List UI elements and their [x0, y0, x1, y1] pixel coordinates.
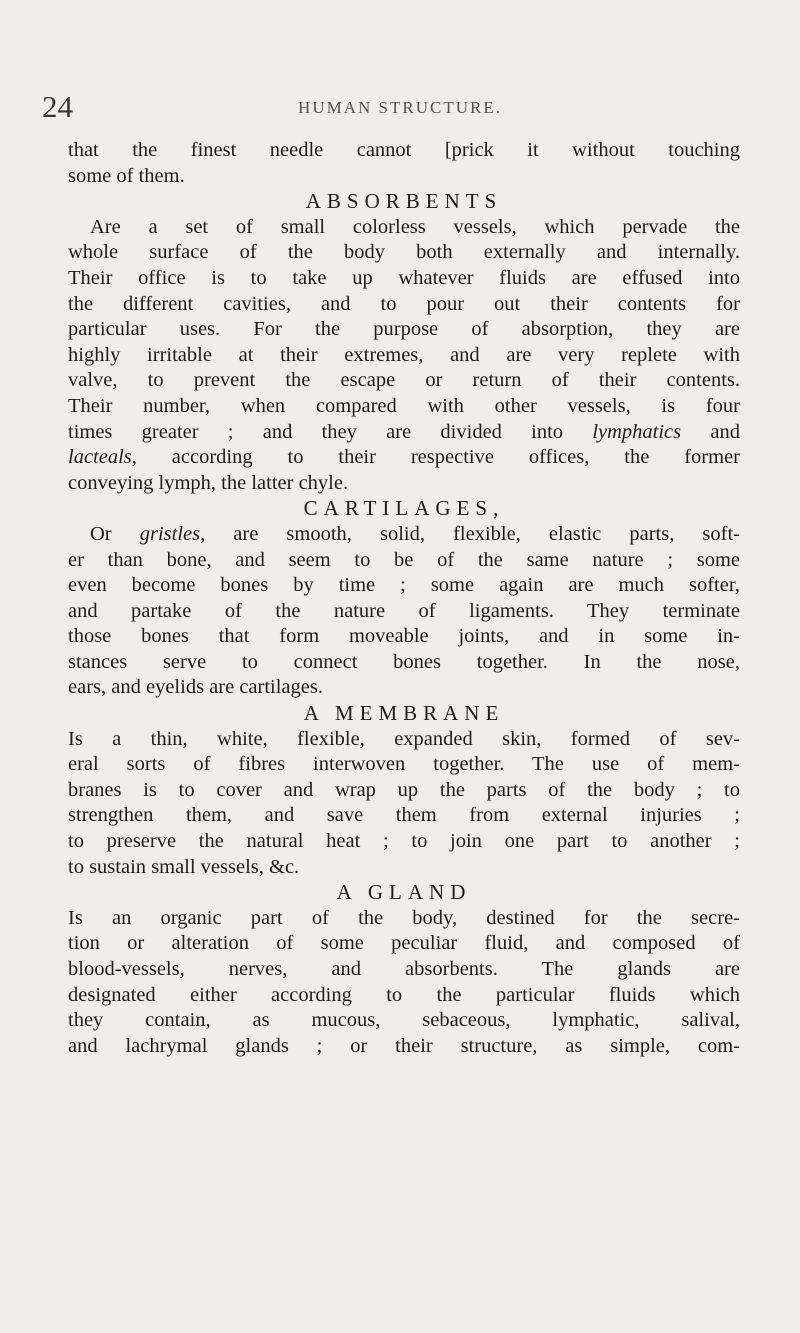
text-line: branes is to cover and wrap up the parts of the body ; to [68, 778, 740, 801]
body-text [68, 138, 740, 1059]
text-line: Are a set of small colorless vessels, which pervade the [90, 215, 740, 238]
text-line: to sustain small vessels, &c. [68, 855, 300, 878]
text-line: eral sorts of fibres interwoven together. The use of mem- [68, 753, 740, 776]
text-line: Or gristles, are smooth, solid, flexible, elastic parts, soft- [90, 522, 740, 545]
text-line: and partake of the nature of ligaments. They terminate [68, 599, 740, 622]
page-number: 24 [42, 89, 73, 124]
text-line: valve, to prevent the escape or return of their contents. [68, 369, 740, 392]
text-line: lacteals, according to their respective offices, the former [68, 446, 740, 469]
text-line: conveying lymph, the latter chyle. [68, 471, 349, 494]
text-line: times greater ; and they are divided into lymphatics and [68, 420, 740, 443]
section-heading: ABSORBENTS [305, 189, 503, 214]
text-line: highly irritable at their extremes, and are very replete with [68, 343, 740, 366]
text-line: Is a thin, white, flexible, expanded skin, formed of sev- [68, 727, 740, 750]
text-line: particular uses. For the purpose of absorption, they are [68, 318, 740, 341]
section-heading: CARTILAGES, [303, 496, 505, 521]
text-line: Their number, when compared with other vessels, is four [68, 394, 740, 417]
text-line: even become bones by time ; some again are much softer, [68, 574, 740, 597]
text-line: Is an organic part of the body, destined for the secre- [68, 906, 740, 929]
page-header [0, 89, 800, 124]
running-title: HUMAN STRUCTURE. [298, 98, 502, 117]
text-line: Their office is to take up whatever fluids are effused into [68, 266, 740, 289]
text-line: strengthen them, and save them from external injuries ; [68, 804, 740, 827]
text-line: blood-vessels, nerves, and absorbents. The glands are [68, 958, 740, 980]
text-line: designated either according to the particular fluids which [68, 983, 740, 1006]
text-line: that the finest needle cannot [prick it without touching [68, 139, 740, 161]
section-heading: A MEMBRANE [303, 701, 505, 726]
text-line: ears, and eyelids are cartilages. [68, 676, 323, 699]
text-line: those bones that form moveable joints, and in some in- [68, 625, 740, 648]
text-line: they contain, as mucous, sebaceous, lymphatic, salival, [68, 1009, 740, 1032]
text-line: to preserve the natural heat ; to join one part to another ; [68, 830, 740, 853]
section-heading: A GLAND [336, 880, 472, 905]
text-line: tion or alteration of some peculiar fluid, and composed of [68, 932, 740, 955]
text-line: some of them. [68, 164, 185, 187]
text-line: stances serve to connect bones together. In the nose, [68, 650, 740, 673]
text-line: er than bone, and seem to be of the same nature ; some [68, 548, 740, 571]
text-line: whole surface of the body both externally and internally. [68, 241, 740, 264]
text-line: the different cavities, and to pour out their contents for [68, 292, 740, 315]
text-line: and lachrymal glands ; or their structure, as simple, com- [68, 1034, 740, 1057]
